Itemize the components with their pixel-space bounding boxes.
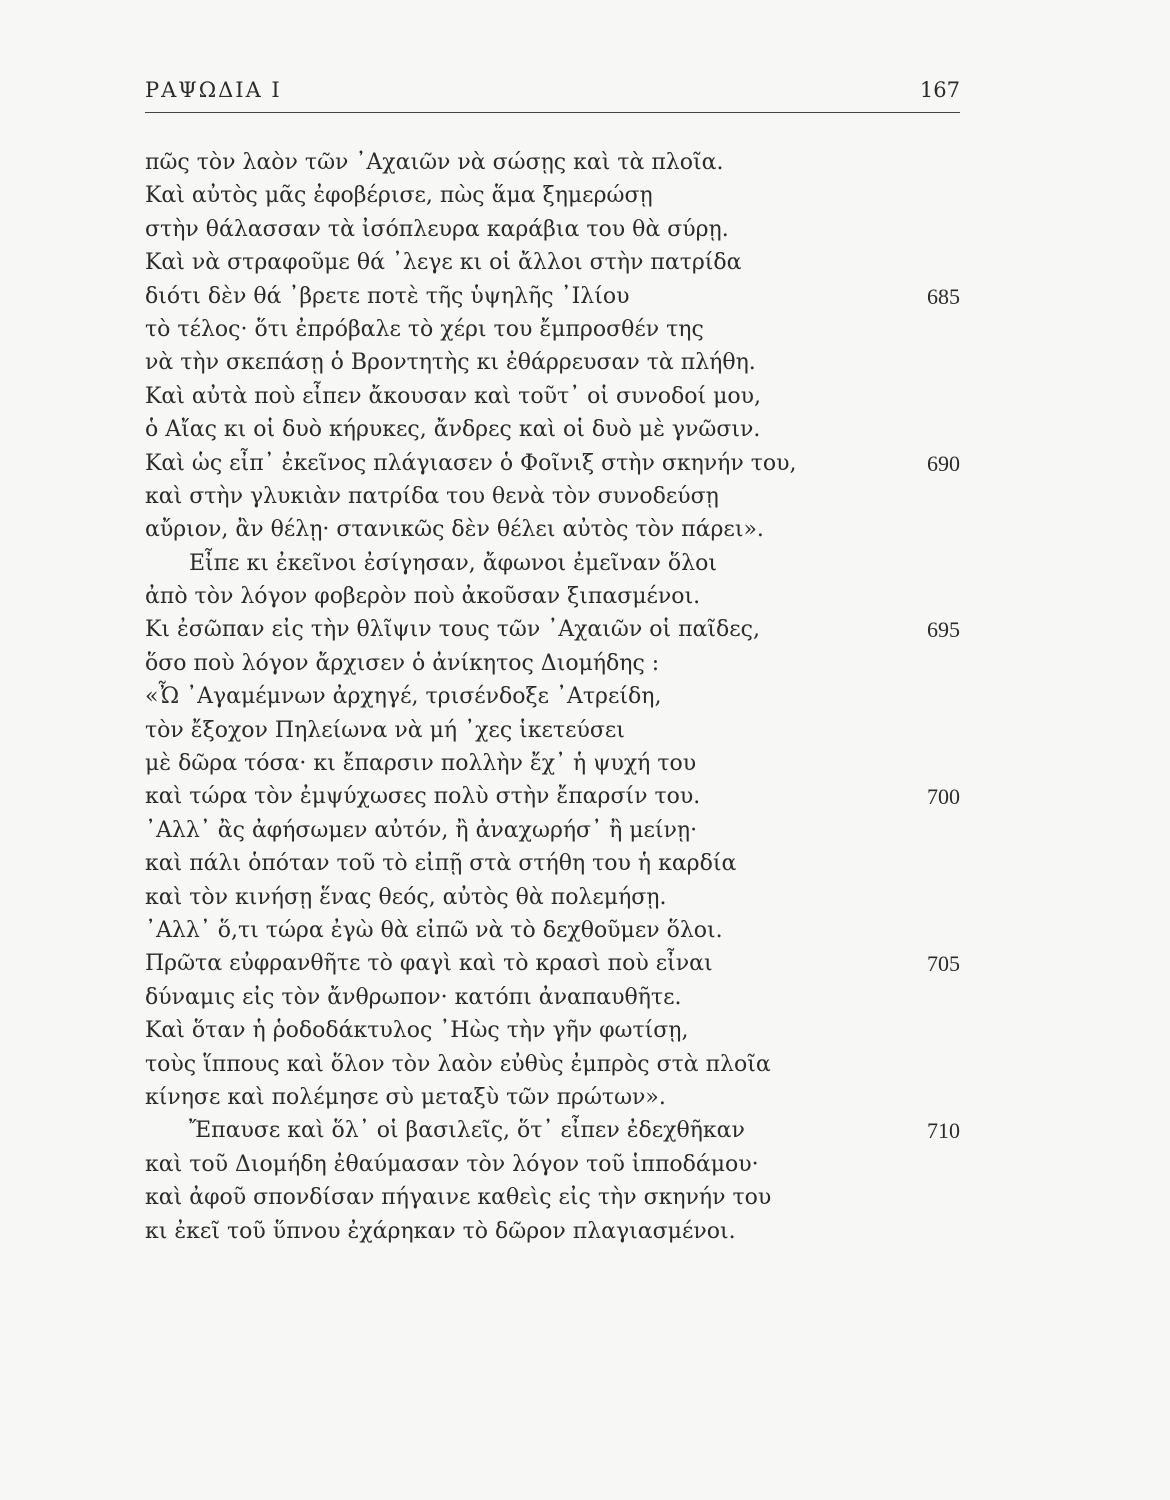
verse-line — [145, 1081, 960, 1114]
verse-text: ᾿Αλλ᾿ ὅ,τι τώρα ἐγὼ θὰ εἰπῶ νὰ τὸ δεχθοῦμεν ὅλοι. — [145, 917, 723, 943]
verse-line — [145, 213, 960, 246]
verse-line — [145, 680, 960, 713]
verse-text: τοὺς ἵππους καὶ ὅλον τὸν λαὸν εὐθὺς ἐμπρὸς στὰ πλοῖα — [145, 1051, 771, 1077]
line-number: 710 — [927, 1118, 960, 1144]
line-number: 690 — [927, 450, 960, 476]
verse-text: νὰ τὴν σκεπάσῃ ὁ Βροντητὴς κι ἐθάρρευσαν τὰ πλήθη. — [145, 350, 756, 376]
verse-text: τὸν ἔξοχον Πηλείωνα νὰ μή ᾿χες ἱκετεύσει — [145, 717, 625, 743]
verse-text: κίνησε καὶ πολέμησε σὺ μεταξὺ τῶν πρώτων». — [145, 1084, 666, 1110]
verse-text: Καὶ ὅταν ἡ ῥοδοδάκτυλος ᾿Ηὼς τὴν γῆν φωτίσῃ, — [145, 1018, 689, 1044]
verse-text: καὶ στὴν γλυκιὰν πατρίδα του θενὰ τὸν συνοδεύσῃ — [145, 483, 719, 509]
running-title: ΡΑΨΩΔΙΑ Ι — [145, 78, 282, 102]
verse-line — [145, 947, 960, 980]
verse-line — [145, 981, 960, 1014]
verse-text: τὸ τέλος· ὅτι ἐπρόβαλε τὸ χέρι του ἔμπροσθέν της — [145, 316, 704, 342]
page-number: 167 — [919, 78, 960, 102]
verse-line — [145, 1181, 960, 1214]
verse-line — [145, 547, 960, 580]
verse-line — [145, 413, 960, 446]
verse-text: Καὶ αὐτὰ ποὺ εἶπεν ἄκουσαν καὶ τοῦτ᾿ οἱ συνοδοί μου, — [145, 383, 762, 409]
verse-text: ἀπὸ τὸν λόγον φοβερὸν ποὺ ἀκοῦσαν ξιπασμένοι. — [145, 584, 701, 610]
verse-text: καὶ τώρα τὸν ἐμψύχωσες πολὺ στὴν ἔπαρσίν του. — [145, 784, 701, 810]
verse-line — [145, 146, 960, 179]
verse-text: στὴν θάλασσαν τὰ ἰσόπλευρα καράβια του θὰ σύρῃ. — [145, 216, 729, 242]
verse-text: καὶ τοῦ Διομήδη ἐθαύμασαν τὸν λόγον τοῦ ἱπποδάμου· — [145, 1151, 759, 1177]
verse-line — [145, 714, 960, 747]
verse-text: «Ὦ ᾿Αγαμέμνων ἀρχηγέ, τρισένδοξε ᾿Ατρείδη, — [145, 684, 662, 710]
verse-line — [145, 1048, 960, 1081]
verse-block — [145, 146, 960, 1248]
verse-line — [145, 747, 960, 780]
verse-text: Καὶ αὐτὸς μᾶς ἐφοβέρισε, πὼς ἅμα ξημερώσῃ — [145, 183, 653, 209]
verse-line — [145, 313, 960, 346]
verse-line — [145, 814, 960, 847]
line-number: 685 — [927, 283, 960, 309]
verse-text: καὶ πάλι ὁπόταν τοῦ τὸ εἰπῇ στὰ στήθη του ἡ καρδία — [145, 851, 737, 877]
verse-text: ὅσο ποὺ λόγον ἄρχισεν ὁ ἀνίκητος Διομήδης : — [145, 650, 660, 676]
verse-line — [145, 246, 960, 279]
verse-text: μὲ δῶρα τόσα· κι ἔπαρσιν πολλὴν ἔχ᾿ ἡ ψυχή του — [145, 751, 697, 777]
verse-line — [145, 346, 960, 379]
verse-text: Ἔπαυσε καὶ ὅλ᾿ οἱ βασιλεῖς, ὅτ᾿ εἶπεν ἐδεχθῆκαν — [189, 1118, 745, 1144]
verse-text: δύναμις εἰς τὸν ἄνθρωπον· κατόπι ἀναπαυθῆτε. — [145, 984, 682, 1010]
line-number: 705 — [927, 951, 960, 977]
verse-line — [145, 513, 960, 546]
verse-line — [145, 380, 960, 413]
verse-text: κι ἐκεῖ τοῦ ὕπνου ἐχάρηκαν τὸ δῶρον πλαγιασμένοι. — [145, 1218, 736, 1244]
verse-line — [145, 1215, 960, 1248]
verse-text: διότι δὲν θά ᾿βρετε ποτὲ τῆς ὑψηλῆς ᾿Ιλίου — [145, 283, 630, 309]
verse-text: ᾿Αλλ᾿ ἂς ἀφήσωμεν αὐτόν, ἢ ἀναχωρήσ᾿ ἢ μείνῃ· — [145, 817, 698, 843]
page-header — [145, 72, 960, 113]
verse-line — [145, 881, 960, 914]
verse-text: Εἶπε κι ἐκεῖνοι ἐσίγησαν, ἄφωνοι ἐμεῖναν ὅλοι — [189, 550, 717, 576]
verse-text: Πρῶτα εὐφρανθῆτε τὸ φαγὶ καὶ τὸ κρασὶ ποὺ εἶναι — [145, 951, 713, 977]
verse-line — [145, 480, 960, 513]
verse-line — [145, 280, 960, 313]
line-number: 695 — [927, 617, 960, 643]
verse-line — [145, 1014, 960, 1047]
verse-text: καὶ τὸν κινήσῃ ἕνας θεός, αὐτὸς θὰ πολεμήσῃ. — [145, 884, 667, 910]
verse-line — [145, 780, 960, 813]
verse-line — [145, 1114, 960, 1147]
verse-text: Κι ἐσῶπαν εἰς τὴν θλῖψιν τους τῶν ᾿Αχαιῶν οἱ παῖδες, — [145, 617, 760, 643]
verse-line — [145, 647, 960, 680]
verse-line — [145, 447, 960, 480]
verse-line — [145, 914, 960, 947]
verse-text: Καὶ νὰ στραφοῦμε θά ᾿λεγε κι οἱ ἄλλοι στὴν πατρίδα — [145, 250, 742, 276]
line-number: 700 — [927, 784, 960, 810]
verse-text: καὶ ἀφοῦ σπονδίσαν πήγαινε καθεὶς εἰς τὴν σκηνήν του — [145, 1185, 772, 1211]
verse-text: αὔριον, ἂν θέλῃ· στανικῶς δὲν θέλει αὐτὸς τὸν πάρει». — [145, 517, 764, 543]
verse-line — [145, 580, 960, 613]
verse-line — [145, 1148, 960, 1181]
verse-line — [145, 179, 960, 212]
verse-line — [145, 847, 960, 880]
verse-line — [145, 613, 960, 646]
verse-text: πῶς τὸν λαὸν τῶν ᾿Αχαιῶν νὰ σώσῃς καὶ τὰ πλοῖα. — [145, 150, 724, 175]
verse-text: Καὶ ὡς εἶπ᾿ ἐκεῖνος πλάγιασεν ὁ Φοῖνιξ στὴν σκηνήν του, — [145, 450, 797, 476]
verse-text: ὁ Αἴας κι οἱ δυὸ κήρυκες, ἄνδρες καὶ οἱ δυὸ μὲ γνῶσιν. — [145, 417, 761, 443]
